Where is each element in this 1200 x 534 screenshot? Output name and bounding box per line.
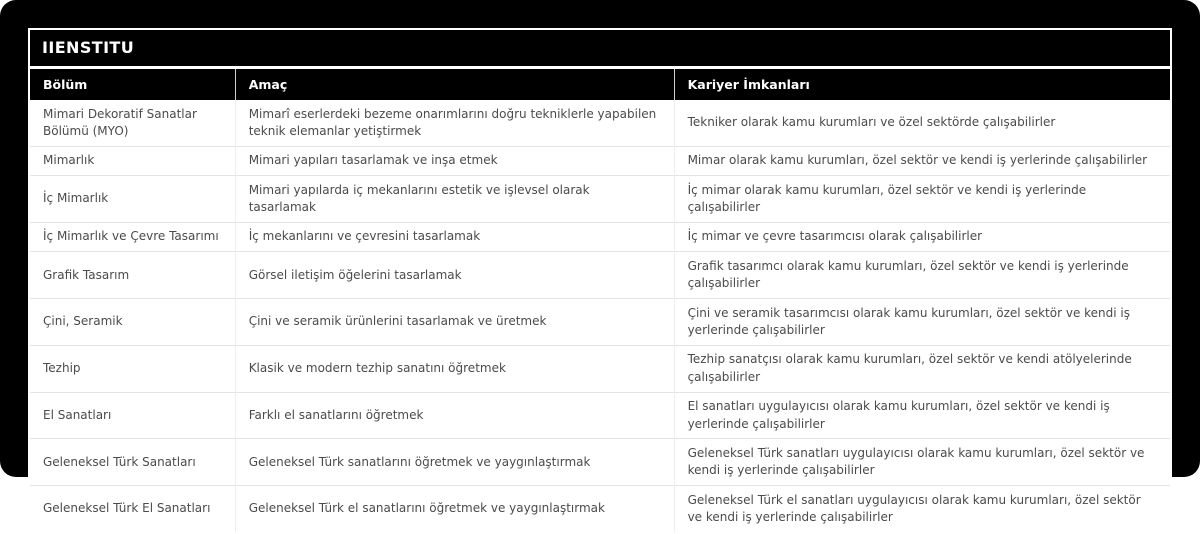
cell-kariyer: El sanatları uygulayıcısı olarak kamu kurumları, özel sektör ve kendi iş yerlerinde çalışabilirler (674, 392, 1170, 439)
cell-bolum: El Sanatları (30, 392, 235, 439)
table-row (30, 100, 1170, 146)
table-row (30, 222, 1170, 251)
cell-kariyer: Tekniker olarak kamu kurumları ve özel sektörde çalışabilirler (674, 100, 1170, 146)
cell-kariyer: Tezhip sanatçısı olarak kamu kurumları, özel sektör ve kendi atölyelerinde çalışabilirler (674, 345, 1170, 392)
table-row (30, 439, 1170, 486)
cell-amac: Geleneksel Türk sanatlarını öğretmek ve yaygınlaştırmak (235, 439, 674, 486)
cell-bolum: Tezhip (30, 345, 235, 392)
cell-kariyer: Çini ve seramik tasarımcısı olarak kamu kurumları, özel sektör ve kendi iş yerlerinde çalışabilirler (674, 299, 1170, 346)
table-row (30, 392, 1170, 439)
cell-kariyer: Geleneksel Türk sanatları uygulayıcısı olarak kamu kurumları, özel sektör ve kendi iş yerlerinde çalışabilirler (674, 439, 1170, 486)
page-title: IIENSTITU (30, 30, 1170, 66)
cell-amac: Farklı el sanatlarını öğretmek (235, 392, 674, 439)
cell-kariyer: Mimar olarak kamu kurumları, özel sektör ve kendi iş yerlerinde çalışabilirler (674, 146, 1170, 175)
departments-table (30, 69, 1170, 532)
cell-bolum: Mimari Dekoratif Sanatlar Bölümü (MYO) (43, 106, 197, 138)
cell-kariyer: İç mimar ve çevre tasarımcısı olarak çalışabilirler (674, 222, 1170, 251)
cell-amac: Klasik ve modern tezhip sanatını öğretmek (235, 345, 674, 392)
column-header-bolum: Bölüm (30, 69, 235, 100)
cell-kariyer: İç mimar olarak kamu kurumları, özel sektör ve kendi iş yerlerinde çalışabilirler (674, 176, 1170, 223)
cell-amac: Mimarî eserlerdeki bezeme onarımlarını doğru tekniklerle yapabilen teknik elemanlar yetiştirmek (235, 100, 674, 146)
cell-bolum: Grafik Tasarım (30, 252, 235, 299)
column-header-amac: Amaç (235, 69, 674, 100)
table-row (30, 176, 1170, 223)
cell-kariyer: Geleneksel Türk el sanatları uygulayıcısı olarak kamu kurumları, özel sektör ve kendi iş yerlerinde çalışabilirler (674, 486, 1170, 532)
table-row (30, 252, 1170, 299)
table-row (30, 486, 1170, 532)
cell-bolum: Geleneksel Türk Sanatları (30, 439, 235, 486)
table-row (30, 146, 1170, 175)
table-header-row (30, 69, 1170, 100)
cell-amac: Çini ve seramik ürünlerini tasarlamak ve üretmek (235, 299, 674, 346)
content-panel (28, 28, 1172, 534)
cell-amac: İç mekanlarını ve çevresini tasarlamak (235, 222, 674, 251)
cell-bolum: İç Mimarlık ve Çevre Tasarımı (30, 222, 235, 251)
cell-bolum: İç Mimarlık (30, 176, 235, 223)
cell-kariyer: Grafik tasarımcı olarak kamu kurumları, özel sektör ve kendi iş yerlerinde çalışabilirler (674, 252, 1170, 299)
column-header-kariyer: Kariyer İmkanları (674, 69, 1170, 100)
cell-amac: Görsel iletişim öğelerini tasarlamak (235, 252, 674, 299)
cell-bolum: Geleneksel Türk El Sanatları (30, 486, 235, 532)
cell-amac: Mimari yapıları tasarlamak ve inşa etmek (235, 146, 674, 175)
cell-amac: Mimari yapılarda iç mekanlarını estetik ve işlevsel olarak tasarlamak (235, 176, 674, 223)
cell-bolum: Mimarlık (30, 146, 235, 175)
table-row (30, 299, 1170, 346)
cell-amac: Geleneksel Türk el sanatlarını öğretmek ve yaygınlaştırmak (235, 486, 674, 532)
cell-bolum: Çini, Seramik (30, 299, 235, 346)
table-row (30, 345, 1170, 392)
